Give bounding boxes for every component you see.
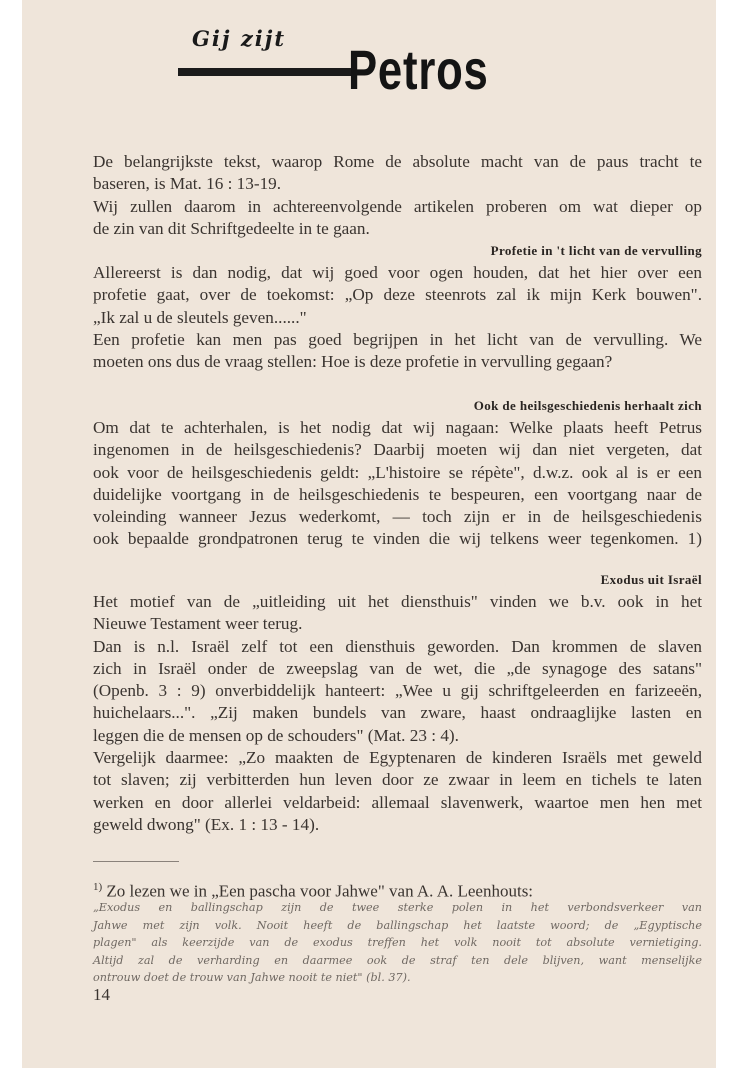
text-line: ingenomen in de heilsgeschiedenis? Daarbij moeten wij dan niet vergeten, dat [93,440,702,460]
section-exodus [93,569,702,836]
footnote-marker: 1) [93,881,103,893]
footnote-divider [93,861,179,862]
title-kicker: Gij zijt [192,26,287,51]
text-line: voleinding wanneer Jezus wederkomt, — toch zijn er in de heilsgeschiedenis [93,507,702,527]
text-line: „Exodus en ballingschap zijn de twee sterke polen in het verbondsverkeer van [93,901,702,914]
page-number: 14 [93,985,110,1004]
section-heading: Ook de heilsgeschiedenis herhaalt zich [473,398,702,413]
text-line: profetie gaat, over de toekomst: „Op deze steenrots zal ik mijn Kerk bouwen". [93,285,702,305]
text-line: huichelaars...". „Zij maken bundels van zware, haast ondraaglijke lasten en [93,703,702,723]
text-line: „Ik zal u de sleutels geven......" [93,307,307,327]
text-line: Altijd zal de verharding en daarmee ook de straf ten dele blijven, want menselijke [93,953,702,967]
section-heilsgeschiedenis [93,395,702,551]
text-line: de zin van dit Schriftgedeelte in te gaan. [93,218,370,238]
text-line: Om dat te achterhalen, is het nodig dat wij nagaan: Welke plaats heeft Petrus [93,418,702,437]
text-line: geweld dwong" (Ex. 1 : 13 - 14). [93,814,320,834]
text-line: (Openb. 3 : 9) onverbiddelijk hanteert: „Wee u gij schriftgeleerden en farizeeën, [93,681,702,701]
footnote-quote [93,899,702,987]
text-line: Wij zullen daarom in achtereenvolgende artikelen proberen om wat dieper op [93,196,702,216]
page-title: Petros [348,38,489,101]
text-line: De belangrijkste tekst, waarop Rome de absolute macht van de paus tracht te [93,152,702,171]
text-line: plagen" als keerzijde van de exodus treffen het volk nooit tot absolute vernietiging. [93,936,702,949]
section-heading: Profetie in 't licht van de vervulling [490,243,702,258]
footnote-lead-text: Zo lezen we in „Een pascha voor Jahwe" van A. A. Leenhouts: [106,881,534,901]
text-line: ontrouw doet de trouw van Jahwe nooit te niet" (bl. 37). [93,971,411,984]
text-line: Vergelijk daarmee: „Zo maakten de Egyptenaren de kinderen Israëls met geweld [93,748,702,768]
text-line: ook bepaalde grondpatronen terug te vinden die wij telkens weer tegenkomen. 1) [93,529,702,549]
text-line: leggen die de mensen op de schouders" (Mat. 23 : 4). [93,725,459,745]
title-rule [178,68,352,76]
text-line: Jahwe met zijn volk. Nooit heeft de ballingschap het laatste woord; de „Egyptische [93,918,702,932]
text-line: Het motief van de „uitleiding uit het diensthuis" vinden we b.v. ook in het [93,592,702,611]
text-line: Allereerst is dan nodig, dat wij goed voor ogen houden, dat het hier over een [93,263,702,282]
text-line: moeten ons dus de vraag stellen: Hoe is deze profetie in vervulling gegaan? [93,352,613,372]
section-profetie [93,240,702,373]
text-line: zich in Israël onder de zweepslag van de wet, die „de synagoge des satans" [93,658,702,678]
section-heading: Exodus uit Israël [600,572,702,587]
text-line: baseren, is Mat. 16 : 13-19. [93,174,282,194]
text-line: Nieuwe Testament weer terug. [93,614,303,634]
intro-paragraph [93,151,702,240]
text-line: werken en door allerlei veldarbeid: allemaal slavenwerk, waartoe men hen met [93,792,702,812]
text-line: Een profetie kan men pas goed begrijpen in het licht van de vervulling. We [93,329,702,349]
text-line: Dan is n.l. Israël zelf tot een diensthuis geworden. Dan krommen de slaven [93,636,702,656]
text-line: duidelijke voortgang in de heilsgeschiedenis te bespeuren, een voortgang naar de [93,484,702,504]
text-line: tot slaven; zij verbitterden hun leven door ze zwaar in leem en tichels te laten [93,770,702,790]
text-line: ook voor de heilsgeschiedenis geldt: „L'histoire se répète", d.w.z. ook al is er een [93,462,702,482]
